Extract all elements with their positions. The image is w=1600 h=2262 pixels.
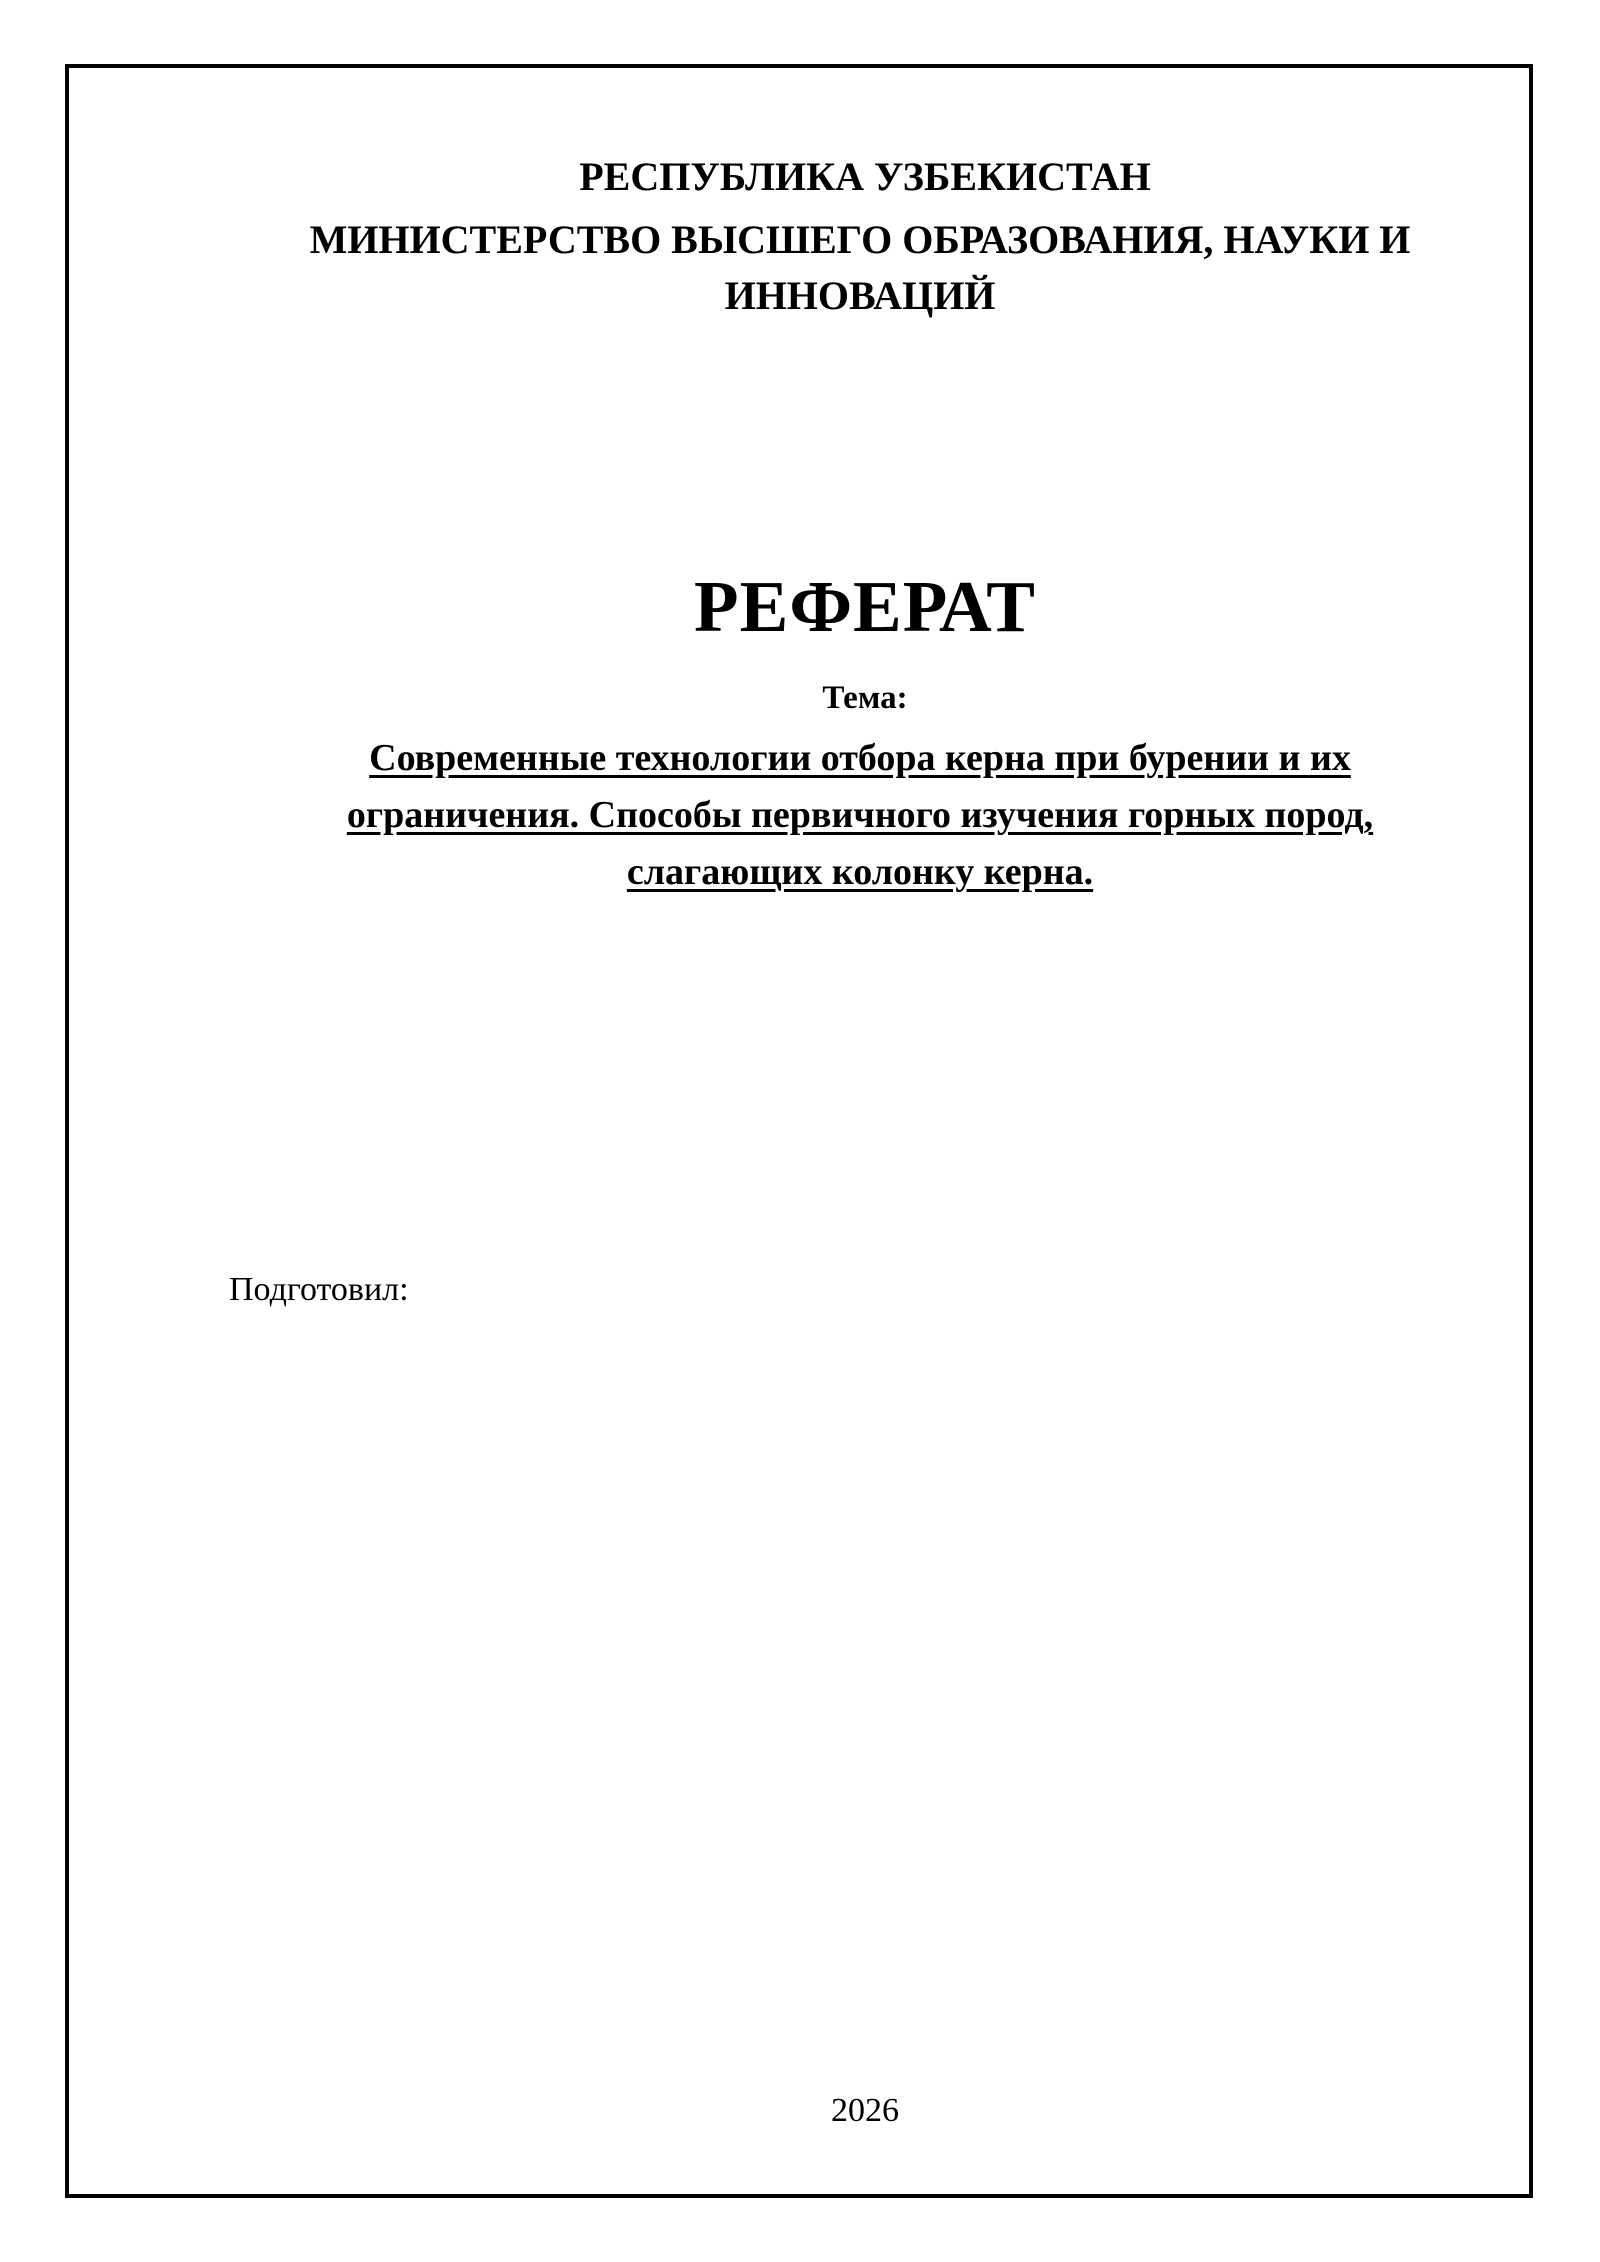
republic-heading: РЕСПУБЛИКА УЗБЕКИСТАН xyxy=(579,154,1151,199)
document-title: РЕФЕРАТ xyxy=(694,566,1036,647)
ministry-heading: МИНИСТЕРСТВО ВЫСШЕГО ОБРАЗОВАНИЯ, НАУКИ И ИННОВАЦИЙ xyxy=(309,217,1411,318)
topic-label: Тема: xyxy=(822,680,908,716)
prepared-by-label: Подготовил: xyxy=(229,1271,409,1308)
year: 2026 xyxy=(831,2092,899,2129)
topic-text: Современные технологии отбора керна при бурении и их ограничения. Способы первичного изучения горных пород, слагающих колонку керна. xyxy=(346,737,1374,893)
page-border xyxy=(65,64,1533,2198)
